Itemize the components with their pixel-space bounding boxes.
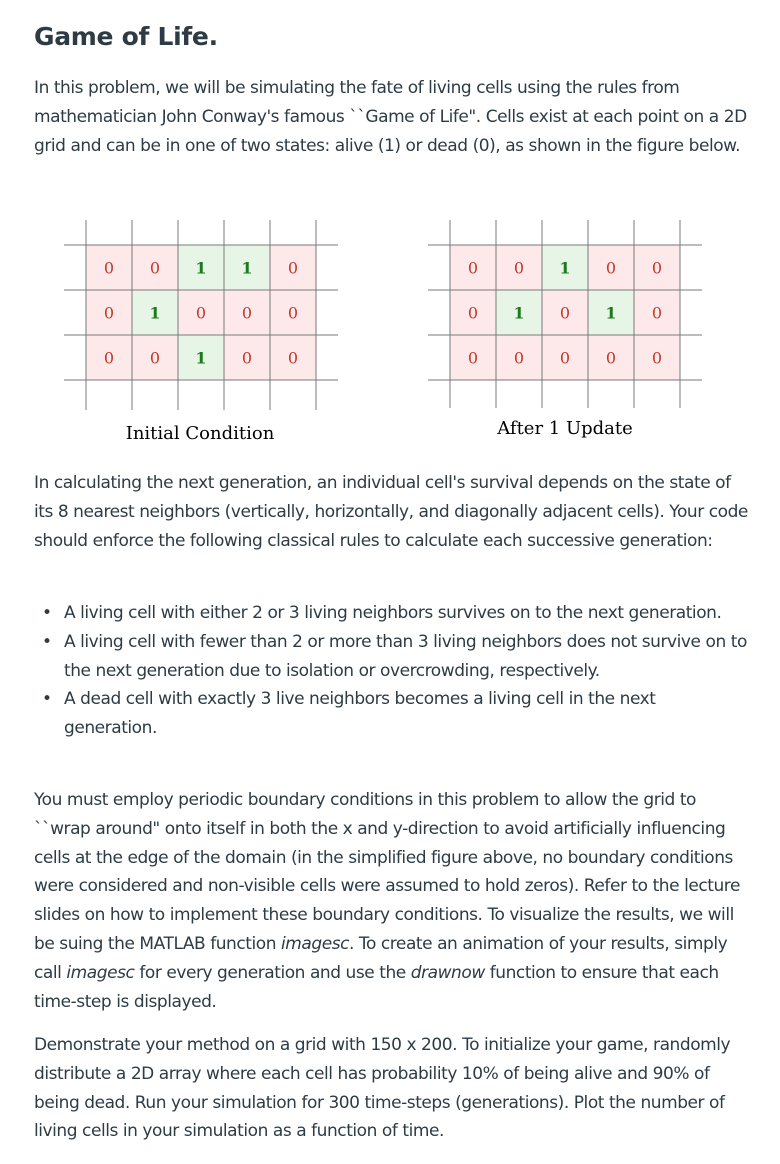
rule-birth: • A dead cell with exactly 3 live neighbors becomes a living cell in the next generation. — [34, 685, 750, 743]
cell-value: 0 — [195, 303, 207, 323]
cell-value: 1 — [195, 258, 207, 278]
cell-value: 0 — [287, 348, 299, 368]
cell-value: 1 — [605, 303, 617, 323]
cell-value: 0 — [467, 258, 479, 278]
cell-value: 1 — [195, 348, 207, 368]
cell-value: 0 — [651, 258, 663, 278]
page-title: Game of Life. — [34, 22, 218, 51]
cell-value: 0 — [241, 348, 253, 368]
cell-value: 0 — [605, 258, 617, 278]
cell-value: 1 — [559, 258, 571, 278]
cell-value: 0 — [651, 303, 663, 323]
game-of-life-figure — [0, 218, 780, 450]
cell-value: 0 — [605, 348, 617, 368]
cell-value: 0 — [149, 258, 161, 278]
cell-value: 0 — [467, 303, 479, 323]
imagesc-function-2: imagesc — [66, 962, 135, 983]
cell-value: 1 — [149, 303, 161, 323]
cell-value: 0 — [651, 348, 663, 368]
cell-value: 0 — [103, 303, 115, 323]
cell-value: 0 — [467, 348, 479, 368]
neighbors-paragraph: In calculating the next generation, an individual cell's survival depends on the state of its 8 nearest neighbors (vertically, horizontally, and diagonally adjacent cells). Your code should enforce the following classical rules to calculate each successive generation: — [34, 473, 748, 551]
boundary-text-2: . To create an animation of your results, simply call — [34, 933, 728, 983]
initial-condition-grid — [64, 220, 338, 410]
rule-death: • A living cell with fewer than 2 or more than 3 living neighbors does not survive on to the next generation due to isolation or overcrowding, respectively. — [34, 628, 750, 686]
boundary-text-3: for every generation and use the — [134, 962, 411, 983]
drawnow-function: drawnow — [410, 962, 485, 983]
cell-value: 0 — [103, 258, 115, 278]
imagesc-function: imagesc — [281, 933, 350, 954]
cell-value: 1 — [241, 258, 253, 278]
after-update-grid — [428, 220, 702, 408]
cell-value: 0 — [513, 258, 525, 278]
initial-condition-caption: Initial Condition — [125, 423, 275, 444]
cell-value: 0 — [287, 258, 299, 278]
cell-value: 0 — [103, 348, 115, 368]
rule-survival: • A living cell with either 2 or 3 living neighbors survives on to the next generation. — [34, 599, 750, 628]
boundary-text-4: function to ensure that each time-step is displayed. — [34, 962, 719, 1012]
cell-value: 0 — [559, 348, 571, 368]
boundary-text-1: You must employ periodic boundary conditions in this problem to allow the grid to ``wrap around" onto itself in both the x and y-direction to avoid artificially influencing cells at the edge of the domain (in the simplified figure above, no boundary conditions were considered and non-visible cells were assumed to hold zeros). Refer to the lecture slides on how to implement these boundary conditions. To visualize the results, we will be suing the MATLAB function — [34, 790, 740, 954]
cell-value: 0 — [149, 348, 161, 368]
cell-value: 0 — [559, 303, 571, 323]
intro-paragraph: In this problem, we will be simulating the fate of living cells using the rules from mathematician John Conway's famous ``Game of Life". Cells exist at each point on a 2D grid and can be in one of two states: alive (1) or dead (0), as shown in the figure below. — [34, 78, 747, 156]
after-update-caption: After 1 Update — [497, 418, 633, 439]
cell-value: 0 — [241, 303, 253, 323]
cell-value: 1 — [513, 303, 525, 323]
rules-list — [34, 599, 750, 743]
boundary-paragraph — [34, 786, 750, 1016]
demo-paragraph: Demonstrate your method on a grid with 150 x 200. To initialize your game, randomly distribute a 2D array where each cell has probability 10% of being alive and 90% of being dead. Run your simulation for 300 time-steps (generations). Plot the number of living cells in your simulation as a function of time. — [34, 1035, 731, 1142]
cell-value: 0 — [513, 348, 525, 368]
cell-value: 0 — [287, 303, 299, 323]
